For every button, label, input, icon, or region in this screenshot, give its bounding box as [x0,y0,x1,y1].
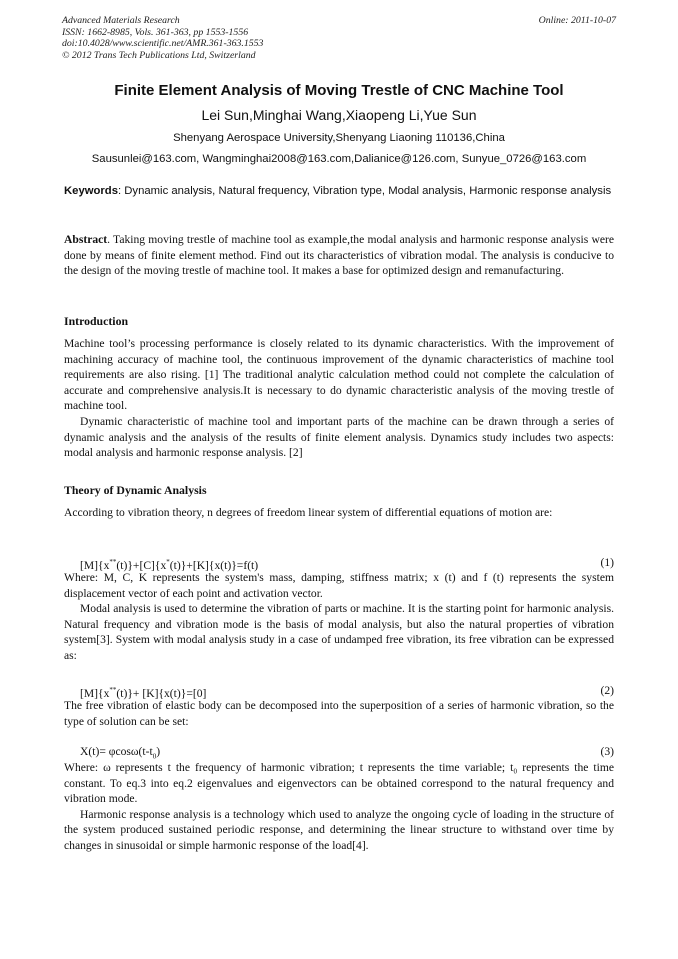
affiliation: Shenyang Aerospace University,Shenyang Liaoning 110136,China [173,132,505,144]
doi-line: doi:10.4028/www.scientific.net/AMR.361-363.1553 [62,38,264,50]
intro-body [64,336,614,461]
author-list: Lei Sun,Minghai Wang,Xiaopeng Li,Yue Sun [201,107,477,123]
equation-1-number: (1) [600,556,614,569]
abstract [64,232,614,279]
theory-body-2 [64,570,614,664]
issn-line: ISSN: 1662-8985, Vols. 361-363, pp 1553-1556 [62,26,249,38]
email-list: Sausunlei@163.com, Wangminghai2008@163.com,Dalianice@126.com, Sunyue_0726@163.com [91,153,587,165]
theory-paragraph-3: Modal analysis is used to determine the vibration of parts or machine. It is the starting point for harmonic analysis. Natural frequency and vibration mode is the basis of modal analysis, but also the natural properties of vibration system[3]. System with modal analysis study in a case of undamped free vibration, its free vibration can be expressed as: [64,602,614,662]
intro-heading: Introduction [64,314,129,328]
journal-header [62,15,616,61]
theory-paragraph-2: Where: M, C, K represents the system's mass, damping, stiffness matrix; x (t) and f (t) represents the system displacement vector of each point and activation vector. [64,571,614,600]
intro-paragraph-1: Machine tool’s processing performance is closely related to its dynamic characteristics. With the improvement of machining accuracy of machine tool, the continuous improvement of the dynamic characteristics of machine tool requirements are also rising. [1] The traditional analytic calculation method could not complete the calculation of accurate and comprehensive analysis.It is necessary to do dynamic characteristic analysis of the moving trestle of machine tool. [64,337,614,413]
intro-paragraph-2: Dynamic characteristic of machine tool and important parts of the machine can be drawn through a series of dynamic analysis and the analysis of the results of finite element analysis. Dynamics study includes two aspects: modal analysis and harmonic response analysis. [2] [64,414,614,460]
paper-title: Finite Element Analysis of Moving Trestle of CNC Machine Tool [114,82,564,99]
journal-name: Advanced Materials Research [62,15,180,26]
equation-2: [M]{x**(t)}+ [K]{x(t)}=[0] (2) [80,684,614,700]
theory-paragraph-5: Where: ω represents t the frequency of harmonic vibration; t represents the time variable; t₀ represents the time constant. To eq.3 into eq.2 eigenvalues and eigenvectors can be obtained correspond to the natural frequency and vibration mode. [64,761,614,806]
equation-3: $X(t)= \varphi\cos\omega(t-t_0)$ (3) [80,745,614,761]
copyright-line: © 2012 Trans Tech Publications Ltd, Switzerland [62,49,256,61]
keywords-label: Keywords [64,185,118,197]
abstract-text: . Taking moving trestle of machine tool as example,the modal analysis and harmonic response analysis were done by means of finite element method. Find out its characteristics of vibration modal. The analysis is conducive to the design of the moving trestle of machine tool. It makes a base for optimized design and remanufacturing. [64,233,614,278]
theory-heading: Theory of Dynamic Analysis [64,483,207,497]
keywords-text: : Dynamic analysis, Natural frequency, Vibration type, Modal analysis, Harmonic response analysis [118,185,612,197]
abstract-label: Abstract [64,233,108,246]
equation-3-number: (3) [600,745,614,758]
theory-paragraph-4: The free vibration of elastic body can be decomposed into the superposition of a series of harmonic vibration, so the type of solution can be set: [64,699,614,728]
theory-body-3 [64,760,614,854]
theory-paragraph-1: According to vibration theory, n degrees of freedom linear system of differential equations of motion are: [64,506,553,519]
equation-1: [M]{x**(t)}+[C]{x*(t)}+[K]{x(t)}=f(t) (1) [80,556,614,572]
keywords [64,184,614,199]
equation-2-number: (2) [600,684,614,697]
online-date: Online: 2011-10-07 [538,15,616,26]
theory-paragraph-6: Harmonic response analysis is a technology which used to analyze the ongoing cycle of loading in the structure of the system produced sustained periodic response, and determining the linear structure to withstand over time by changes in sinusoidal or simple harmonic response of the load[4]. [64,807,614,852]
